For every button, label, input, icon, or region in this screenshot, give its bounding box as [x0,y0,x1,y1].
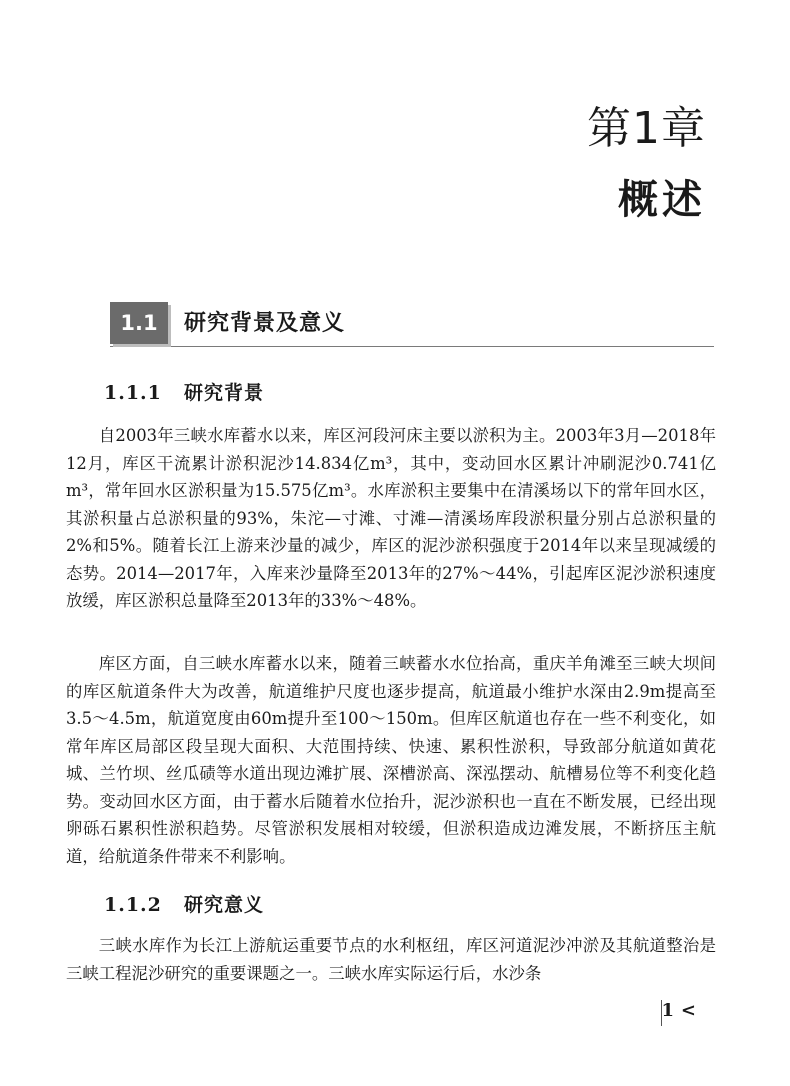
section-heading [110,302,714,347]
subsection-title: 研究意义 [184,894,265,916]
chapter-title: 概述 [618,177,706,223]
body-paragraph: 库区方面，自三峡水库蓄水以来，随着三峡蓄水水位抬高，重庆羊角滩至三峡大坝间的库区航道条件大为改善，航道维护尺度也逐步提高，航道最小维护水深由2.9m提高至3.5～4.5m，航道宽度由60m提升至100～150m。但库区航道也存在一些不利变化，如常年库区局部区段呈现大面积、大范围持续、快速、累积性淤积，导致部分航道如黄花城、兰竹坝、丝瓜碛等水道出现边滩扩展、深槽淤高、深泓摆动、航槽易位等不利变化趋势。变动回水区方面，由于蓄水后随着水位抬升，泥沙淤积也一直在不断发展，已经出现卵砾石累积性淤积趋势。尽管淤积发展相对较缓，但淤积造成边滩发展，不断挤压主航道，给航道条件带来不利影响。 [66,654,716,866]
section-title: 研究背景及意义 [184,311,346,336]
subsection-heading-1 [104,378,264,405]
subsection-number: 1.1.1 [104,382,162,404]
body-paragraph: 三峡水库作为长江上游航运重要节点的水利枢纽，库区河道泥沙冲淤及其航道整治是三峡工程泥沙研究的重要课题之一。三峡水库实际运行后，水沙条 [66,936,716,983]
subsection-heading-2 [104,890,264,917]
page-footer [636,1000,696,1026]
chapter-number: 第1章 [587,103,706,154]
body-paragraph: 自2003年三峡水库蓄水以来，库区河段河床主要以淤积为主。2003年3月—2018年12月，库区干流累计淤积泥沙14.834亿m³，其中，变动回水区累计冲刷泥沙0.741亿m³，常年回水区淤积量为15.575亿m³。水库淤积主要集中在清溪场以下的常年回水区，其淤积量占总淤积量的93%，朱沱—寸滩、寸滩—清溪场库段淤积量分别占总淤积量的2%和5%。随着长江上游来沙量的减少，库区的泥沙淤积强度于2014年以来呈现减缓的态势。2014—2017年，入库来沙量降至2013年的27%～44%，引起库区泥沙淤积速度放缓，库区淤积总量降至2013年的33%～48%。 [66,426,716,610]
subsection-title: 研究背景 [184,382,265,404]
page-number: 1 [661,1000,674,1021]
page-marker-icon: < [680,1000,696,1021]
section-number-badge: 1.1 [110,302,168,344]
subsection-number: 1.1.2 [104,894,162,916]
